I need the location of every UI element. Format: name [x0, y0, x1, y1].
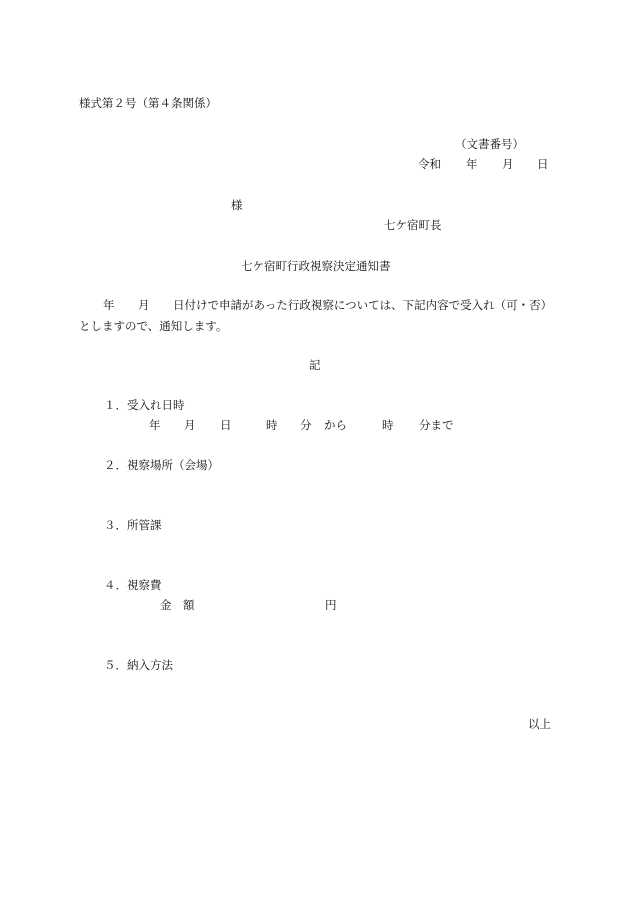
dt-from: から [324, 418, 347, 432]
body-month: 月 [138, 298, 150, 312]
date-era: 令和 [418, 157, 441, 171]
dt-day: 日 [220, 418, 232, 432]
item-4-label: ４．視察費 [104, 578, 162, 592]
document-title: 七ケ宿町行政視察決定通知書 [241, 259, 391, 273]
date-year: 年 [466, 157, 478, 171]
dt-hour1: 時 [266, 418, 278, 432]
date-day: 日 [537, 157, 549, 171]
fee-yen: 円 [325, 598, 337, 612]
form-header: 様式第２号（第４条関係） [79, 96, 217, 110]
dt-month: 月 [184, 418, 196, 432]
document-number: （文書番号） [455, 137, 524, 151]
item-2-label: ２．視察場所（会場） [104, 458, 219, 472]
date-month: 月 [502, 157, 514, 171]
dt-hour2: 時 [382, 418, 394, 432]
item-3-label: ３．所管課 [104, 518, 162, 532]
body-line1-text: 日付けで申請があった行政視察については、下記内容で受入れ（可・否） [173, 298, 553, 312]
item-5-label: ５．納入方法 [104, 658, 173, 672]
sender: 七ケ宿町長 [384, 218, 442, 232]
dt-min1: 分 [300, 418, 312, 432]
dt-year: 年 [149, 418, 161, 432]
fee-amount-label: 金 額 [160, 598, 195, 612]
dt-min2: 分まで [419, 418, 454, 432]
body-year: 年 [103, 298, 115, 312]
ki-heading: 記 [309, 358, 321, 372]
item-1-label: １．受入れ日時 [104, 398, 185, 412]
recipient-suffix: 様 [231, 198, 243, 212]
closing: 以上 [528, 717, 551, 731]
body-line2: としますので、通知します。 [79, 319, 228, 333]
